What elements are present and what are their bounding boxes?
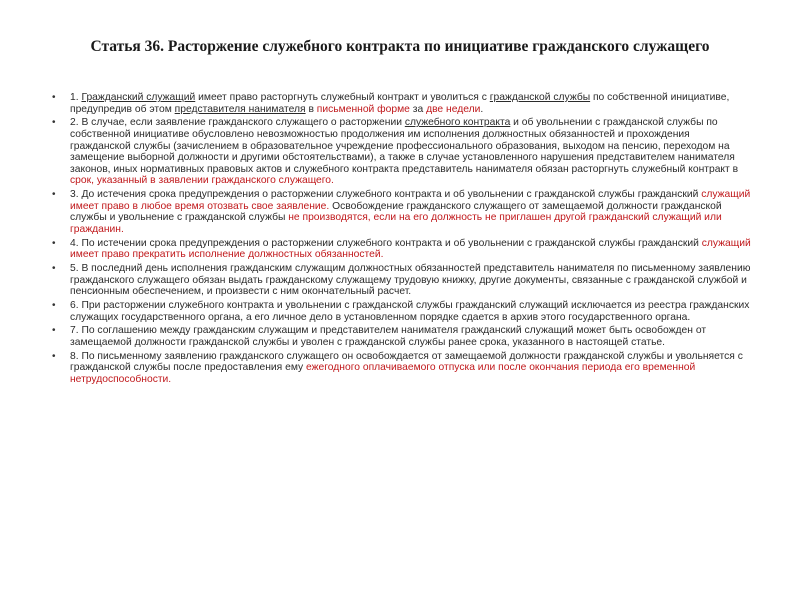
article-item-8	[52, 351, 752, 386]
item-text: в	[305, 103, 317, 115]
linked-term[interactable]: представителя нанимателя	[174, 103, 306, 115]
highlighted-text: две недели	[426, 103, 481, 115]
item-text: 7. По соглашению между гражданским служащим и представителем нанимателя гражданский служащий может быть освобожден от замещаемой должности гражданской службы и уволен с гражданской службы ранее срока, указанного в настоящей статье.	[70, 325, 707, 348]
item-text: 5. В последний день исполнения гражданским служащим должностных обязанностей представитель нанимателя по письменному заявлению гражданского служащего обязан выдать гражданскому служащему трудовую книжку, другие документы, связанные с гражданской службой и пенсионным обеспечением, и произвести с ним окончательный расчет.	[70, 263, 751, 298]
item-text: 1.	[70, 92, 82, 103]
article-item-6	[52, 300, 752, 323]
item-text: 8. По письменному заявлению гражданского служащего он освобождается от замещаемой должности гражданской службы и увольняется с гражданской службы после предоставления ему	[70, 350, 743, 374]
slide-title: Статья 36. Расторжение служебного контракта по инициативе гражданского служащего	[90, 38, 710, 55]
article-item-5	[52, 263, 752, 298]
article-item-3	[52, 189, 752, 235]
item-text: .	[480, 103, 484, 115]
item-text: 3. До истечения срока предупреждения о расторжении служебного контракта и об увольнении с гражданской службы гражданский	[70, 189, 702, 201]
linked-term[interactable]: Гражданский служащий	[81, 92, 196, 103]
linked-term[interactable]: гражданской службы	[489, 92, 591, 103]
highlighted-text: срок, указанный в заявлении гражданского служащего.	[70, 175, 334, 187]
article-item-7	[52, 325, 752, 348]
item-text: имеет право расторгнуть служебный контракт и уволиться с	[195, 92, 490, 103]
highlighted-text: служащий имеет право в любое время отозвать свое заявление.	[70, 189, 751, 212]
item-text: 2. В случае, если заявление гражданского служащего о расторжении	[70, 117, 405, 129]
article-items-list	[52, 92, 752, 388]
article-item-1	[52, 92, 752, 115]
article-item-2	[52, 117, 752, 187]
highlighted-text: ежегодного оплачиваемого отпуска или после окончания периода его временной нетрудоспособности.	[70, 362, 696, 385]
item-text: 4. По истечении срока предупреждения о расторжении служебного контракта и об увольнении с гражданской службы гражданский	[70, 237, 702, 249]
highlighted-text: письменной форме	[316, 103, 410, 115]
item-text: и об увольнении с гражданской службы по собственной инициативе обусловлено невозможностью продолжения им исполнения должностных обязанностей и прохождения гражданской службы (зачислением в образовательное учреждение профессионального образования, выходом на пенсию, переходом на замещение выборной должности и другими обстоятельствами), а также в случае установленного нарушения представителем нанимателя законов, иных нормативных правовых актов и служебного контракта представитель нанимателя обязан расторгнуть служебный контракт в	[70, 117, 739, 175]
item-text: Освобождение гражданского служащего от замещаемой должности гражданской службы и увольнение с гражданской службы	[70, 200, 722, 224]
highlighted-text: служащий имеет право прекратить исполнение должностных обязанностей.	[70, 237, 751, 261]
linked-term[interactable]: служебного контракта	[404, 117, 511, 129]
highlighted-text: не производятся, если на его должность не приглашен другой гражданский служащий или гражданин.	[70, 212, 722, 235]
item-text: по собственной инициативе, предупредив об этом	[70, 92, 730, 115]
item-text: 6. При расторжении служебного контракта и увольнении с гражданской службы гражданский служащий исключается из реестра гражданских служащих государственного органа, а его личное дело в установленном порядке сдается в архив этого государственного органа.	[70, 300, 750, 323]
item-text: за	[409, 103, 427, 115]
article-item-4	[52, 238, 752, 261]
